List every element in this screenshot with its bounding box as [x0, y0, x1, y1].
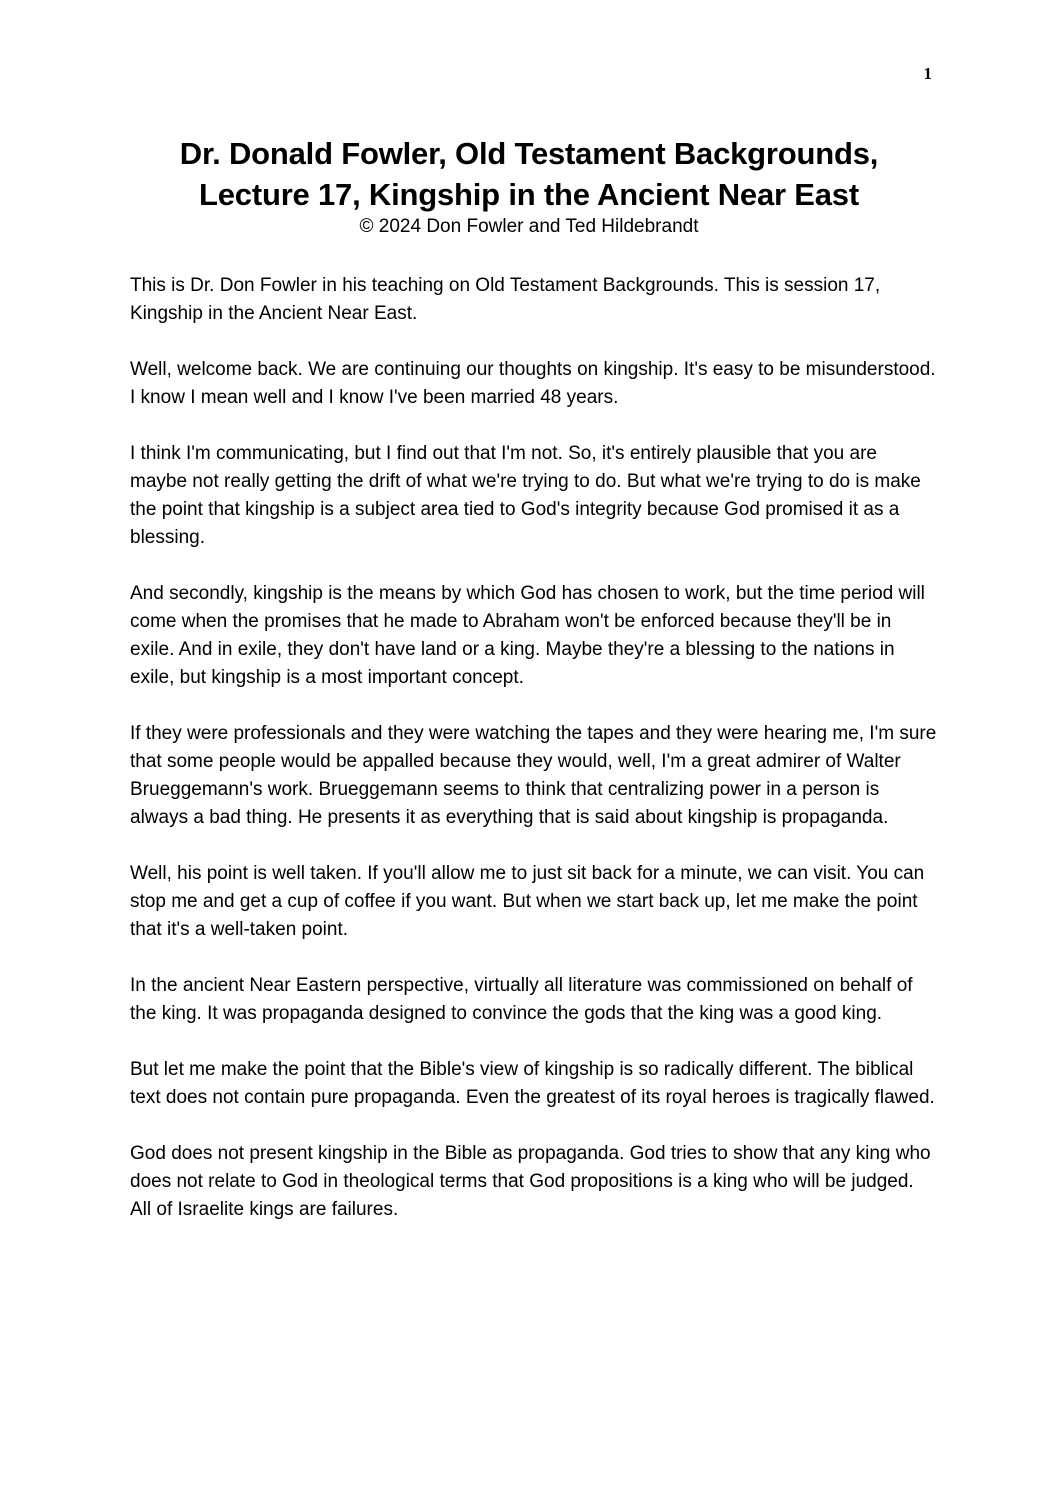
paragraph: And secondly, kingship is the means by which God has chosen to work, but the time period will come when the promises that he made to Abraham won't be enforced because they'll be in exile. And in exile, they don't have land or a king. Maybe they're a blessing to the nations in exile, but kingship is a most important concept. [130, 583, 925, 688]
paragraph: If they were professionals and they were watching the tapes and they were hearing me, I'm sure that some people would be appalled because they would, well, I'm a great admirer of Walter Brueggemann's work. Brueggemann seems to think that centralizing power in a person is always a bad thing. He presents it as everything that is said about kingship is propaganda. [130, 723, 937, 828]
page-number: 1 [923, 64, 932, 83]
title-line-1: Dr. Donald Fowler, Old Testament Backgrounds, [179, 136, 879, 171]
paragraph: Well, welcome back. We are continuing our thoughts on kingship. It's easy to be misunderstood. I know I mean well and I know I've been married 48 years. [130, 359, 936, 408]
document-body [130, 272, 938, 1252]
document-title [0, 133, 1058, 215]
paragraph: In the ancient Near Eastern perspective, virtually all literature was commissioned on behalf of the king. It was propaganda designed to convince the gods that the king was a good king. [130, 975, 913, 1024]
title-line-2: Lecture 17, Kingship in the Ancient Near East [199, 177, 859, 212]
paragraph: This is Dr. Don Fowler in his teaching on Old Testament Backgrounds. This is session 17, Kingship in the Ancient Near East. [130, 275, 881, 324]
paragraph: God does not present kingship in the Bible as propaganda. God tries to show that any king who does not relate to God in theological terms that God propositions is a king who will be judged. All of Israelite kings are failures. [130, 1143, 931, 1220]
paragraph: But let me make the point that the Bible's view of kingship is so radically different. The biblical text does not contain pure propaganda. Even the greatest of its royal heroes is tragically flawed. [130, 1059, 935, 1108]
title-block [0, 133, 1058, 239]
copyright-line: © 2024 Don Fowler and Ted Hildebrandt [359, 216, 699, 237]
paragraph: Well, his point is well taken. If you'll allow me to just sit back for a minute, we can visit. You can stop me and get a cup of coffee if you want. But when we start back up, let me make the point that it's a well-taken point. [130, 863, 925, 940]
paragraph: I think I'm communicating, but I find out that I'm not. So, it's entirely plausible that you are maybe not really getting the drift of what we're trying to do. But what we're trying to do is make the point that kingship is a subject area tied to God's integrity because God promised it as a blessing. [130, 443, 921, 548]
